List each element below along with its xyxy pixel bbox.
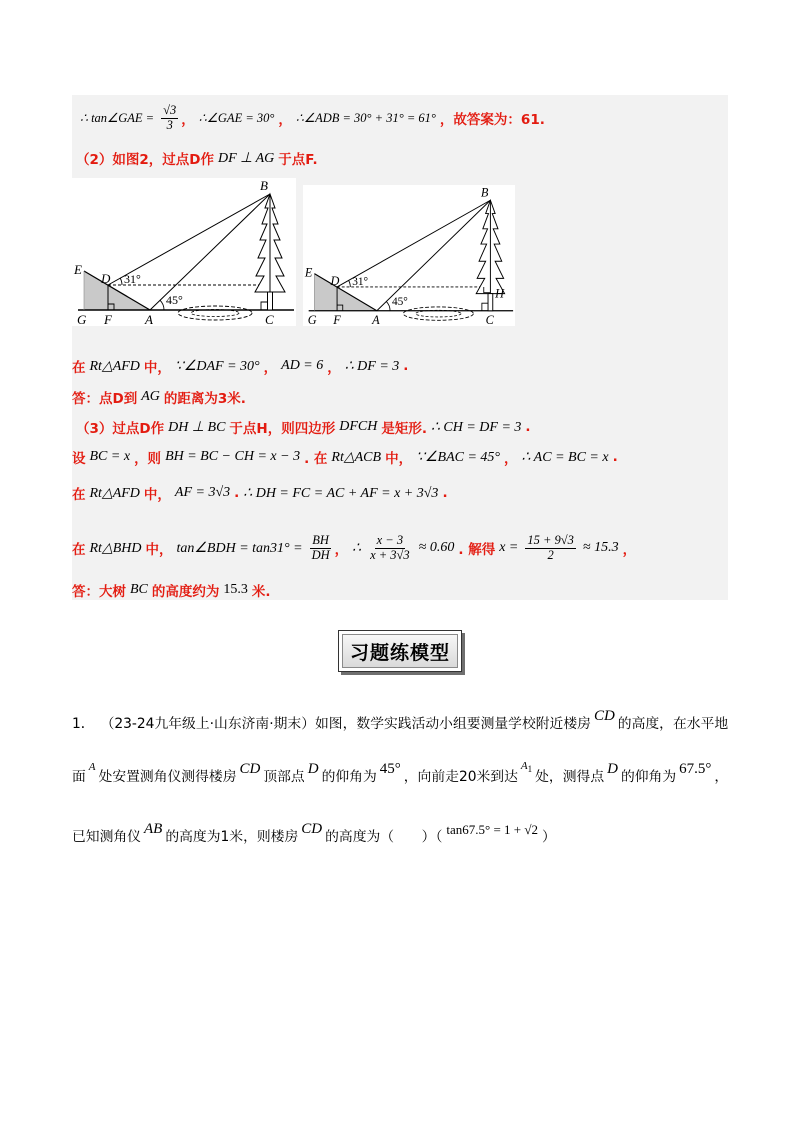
solution-line-8 <box>72 530 636 566</box>
fraction-denominator: 3 <box>166 117 173 132</box>
bc-equals-x: BC = x <box>89 449 131 464</box>
label-h: H <box>495 286 505 301</box>
answer-distance: 的距离为3米. <box>163 391 246 407</box>
label-e: E <box>304 265 313 280</box>
comma: ， <box>263 360 278 376</box>
segment-ab <box>377 200 491 311</box>
df-value: ∴ DF = 3 <box>344 358 400 374</box>
question-text: （23-24九年级上·山东济南·期末）如图，数学实践活动小组要测量学校附近楼房 <box>100 716 591 732</box>
text-zhong: 中， <box>145 542 173 558</box>
answer-prefix: 答：大树 <box>72 584 126 600</box>
tree-trunk <box>268 292 273 310</box>
solution-line-1 <box>76 102 545 134</box>
triangle-afd: Rt△AFD <box>89 485 140 501</box>
question-number: 1． <box>72 716 95 732</box>
solution-line-3 <box>72 356 408 376</box>
solution-line-4 <box>72 387 246 407</box>
tan-67-5-hint: tan67.5° = 1 + √2 <box>446 822 539 837</box>
solution-line-5 <box>76 417 531 437</box>
text-zai: 在 <box>72 487 86 503</box>
segment-bc: BC <box>130 582 148 597</box>
question-text: 已知测角仪 <box>72 829 141 845</box>
tree-trunk <box>488 294 493 311</box>
fraction-solution <box>525 534 576 563</box>
question-text: 的高度，在水平地 <box>617 716 728 732</box>
dh-expression: ∴ DH = FC = AC + AF = x + 3√3 <box>243 485 439 501</box>
right-angle-c <box>482 303 488 311</box>
text-in: . 在 <box>304 451 328 467</box>
angle-gae-value: ∴∠GAE = 30° <box>198 111 275 125</box>
solution-panel <box>72 95 728 600</box>
label-g: G <box>77 312 87 326</box>
question-text: ， <box>714 769 728 785</box>
answer-text: ，故答案为：61. <box>439 112 545 128</box>
question-text: 的高度为（ ）（ <box>325 829 443 845</box>
question-text: 处安置测角仪测得楼房 <box>98 769 237 785</box>
angle-bac: ∵∠BAC = 45° <box>416 449 501 465</box>
right-angle-c <box>261 302 268 310</box>
solution-line-9 <box>72 580 271 600</box>
ac-equals-bc: ∴ AC = BC = x <box>521 449 609 465</box>
question-text: ，向前走20米到达 <box>403 769 518 785</box>
building-cd: CD <box>239 760 261 777</box>
comma: ， <box>327 360 341 376</box>
text-solve: . 解得 <box>458 542 496 558</box>
label-g: G <box>307 313 317 326</box>
comma: ， <box>334 542 349 558</box>
fraction-numerator: √3 <box>163 102 177 117</box>
question-line-1 <box>72 708 728 736</box>
text-let: 设 <box>72 451 86 467</box>
period: . <box>612 449 618 465</box>
building-cd: CD <box>593 708 615 724</box>
period: . <box>442 485 448 501</box>
comma: ， <box>278 112 292 128</box>
question-text: 顶部点 <box>263 769 305 785</box>
pond-outer-ellipse <box>178 306 252 320</box>
fraction-numerator: 15 + 9√3 <box>527 532 574 547</box>
approx-value: ≈ 0.60 <box>418 540 455 555</box>
comma: ， <box>181 112 195 128</box>
question-text: 处，测得点 <box>535 769 605 785</box>
comma: ， <box>504 451 518 467</box>
comma: ， <box>622 542 637 558</box>
angle-daf: ∵∠DAF = 30° <box>174 358 260 374</box>
fraction-numerator: x − 3 <box>376 532 404 547</box>
solution-line-2 <box>76 148 318 168</box>
angle-adb-value: ∴∠ADB = 30° + 31° = 61° <box>295 111 436 125</box>
label-c: C <box>265 312 274 326</box>
label-b: B <box>260 178 268 193</box>
point-d: D <box>607 760 618 777</box>
fraction-denominator: 2 <box>547 547 554 562</box>
fraction-root3-over-3 <box>161 104 178 133</box>
tan-gae-expression: ∴ tan∠GAE = <box>80 111 155 125</box>
question-text: ） <box>542 829 556 845</box>
label-c: C <box>485 313 494 326</box>
point-a: A <box>88 761 96 773</box>
label-d: D <box>330 273 340 289</box>
fraction-numerator: BH <box>312 532 329 547</box>
pond-outer-ellipse <box>403 307 473 320</box>
question-line-2 <box>72 760 728 790</box>
point-a1-subscript: 1 <box>527 764 533 775</box>
angle-arc-45 <box>160 300 164 310</box>
solution-line-7 <box>72 481 448 505</box>
bh-expression: BH = BC − CH = x − 3 <box>165 449 301 464</box>
question-text: 面 <box>72 769 86 785</box>
part3-intro: （3）过点D作 <box>76 421 165 437</box>
label-angle-45: 45° <box>391 296 408 309</box>
period: . <box>234 485 240 501</box>
question-line-3 <box>72 820 728 850</box>
answer-height-text: 的高度约为 <box>151 584 220 600</box>
dh-perp-bc: DH ⊥ BC <box>168 419 226 435</box>
fraction-bh-over-dh <box>310 534 332 563</box>
text-zhong: 中， <box>385 451 413 467</box>
angle-arc-31 <box>349 280 351 287</box>
text-rectangle: 是矩形. <box>381 421 427 437</box>
label-b: B <box>480 185 489 200</box>
fraction-equation <box>368 534 412 563</box>
angle-arc-45 <box>386 301 390 310</box>
text-then: ，则 <box>134 451 162 467</box>
ch-equals-df: ∴ CH = DF = 3 <box>431 419 522 435</box>
angle-45: 45° <box>379 760 401 777</box>
df-perp-ag: DF ⊥ AG <box>218 150 275 166</box>
period: . <box>403 358 409 374</box>
x-equals: x = <box>499 540 519 555</box>
label-a: A <box>145 312 153 326</box>
label-angle-31: 31° <box>352 276 369 289</box>
question-text: 的高度为1米，则楼房 <box>165 829 299 845</box>
text-quadrilateral: 于点H，则四边形 <box>229 421 336 437</box>
question-text: 的仰角为 <box>321 769 377 785</box>
segment-ag: AG <box>141 389 160 404</box>
approx-result: ≈ 15.3 <box>582 540 619 555</box>
answer-unit: 米. <box>251 584 271 600</box>
question-text: 的仰角为 <box>620 769 677 785</box>
angle-67-5: 67.5° <box>679 760 712 777</box>
tan-bdh-expression: tan∠BDH = tan31° = <box>176 540 303 556</box>
label-e: E <box>74 262 82 277</box>
angle-arc-31 <box>120 278 122 285</box>
part2-intro: （2）如图2，过点D作 <box>76 152 214 168</box>
figure-2 <box>303 185 515 326</box>
triangle-acb: Rt△ACB <box>331 449 382 465</box>
label-f: F <box>333 313 341 326</box>
therefore-symbol: ∴ <box>352 540 362 556</box>
text-zai: 在 <box>72 542 86 558</box>
fraction-denominator: DH <box>311 547 330 562</box>
point-a1-base: A <box>520 760 528 772</box>
label-d: D <box>101 271 111 286</box>
af-value: AF = 3√3 <box>174 485 231 500</box>
solution-line-6 <box>72 447 618 467</box>
building-cd: CD <box>301 820 323 837</box>
ad-value: AD = 6 <box>281 358 324 373</box>
label-angle-31: 31° <box>124 272 141 286</box>
fraction-denominator: x + 3√3 <box>370 547 410 562</box>
triangle-afd: Rt△AFD <box>89 358 140 374</box>
point-d: D <box>307 760 319 777</box>
text-zhong: 中， <box>143 360 171 376</box>
triangle-bhd: Rt△BHD <box>89 540 142 556</box>
text-zhong: 中， <box>143 487 171 503</box>
text-zai: 在 <box>72 360 86 376</box>
point-a1 <box>521 760 532 774</box>
part2-tail: 于点F. <box>278 152 318 168</box>
answer-value: 15.3 <box>223 582 248 597</box>
label-a: A <box>372 313 380 326</box>
segment-db <box>337 200 490 287</box>
answer-prefix: 答：点D到 <box>72 391 138 407</box>
label-angle-45: 45° <box>166 293 183 307</box>
label-f: F <box>104 312 112 326</box>
quad-dfch: DFCH <box>339 419 378 434</box>
figure-1 <box>72 178 296 326</box>
instrument-ab: AB <box>143 820 163 837</box>
period: . <box>525 419 531 435</box>
section-title: 习题练模型 <box>338 630 462 672</box>
